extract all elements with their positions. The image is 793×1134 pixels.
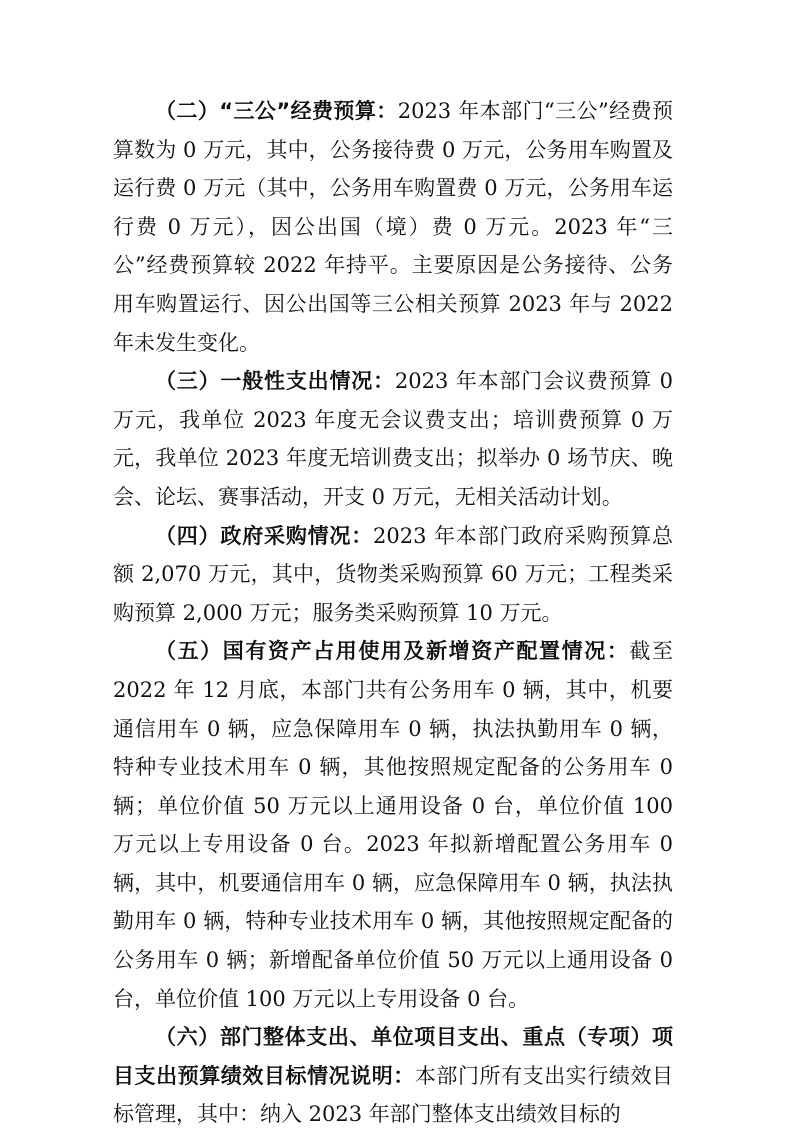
- section-body: 本部门所有支出实行绩效目标管理，其中：纳入 2023 年部门整体支出绩效目标的: [113, 1063, 674, 1127]
- section-body: 2023 年本部门“三公”经费预算数为 0 万元，其中，公务接待费 0 万元，公务用车购置及运行费 0 万元（其中，公务用车购置费 0 万元，公务用车运行费 0 万元），因公出国（境）费 0 万元。2023 年“三公”经费预算较 2022 年持平。主要原因是公务接待、公务用车购置运行、因公出国等三公相关预算 2023 年与 2022 年未发生变化。: [113, 99, 673, 355]
- section-san-gong: [113, 92, 673, 362]
- section-body: 截至 2022 年 12 月底，本部门共有公务用车 0 辆，其中，机要通信用车 0 辆，应急保障用车 0 辆，执法执勤用车 0 辆，特种专业技术用车 0 辆，其他按照规定配备的公务用车 0 辆；单位价值 50 万元以上通用设备 0 台，单位价值 100 万元以上专用设备 0 台。2023 年拟新增配置公务用车 0 辆，其中，机要通信用车 0 辆，应急保障用车 0 辆，执法执勤用车 0 辆，特种专业技术用车 0 辆，其他按照规定配备的公务用车 0 辆；新增配备单位价值 50 万元以上通用设备 0 台，单位价值 100 万元以上专用设备 0 台。: [113, 639, 674, 1011]
- section-state-assets: [113, 632, 673, 1018]
- section-heading: （五）国有资产占用使用及新增资产配置情况：: [155, 639, 630, 664]
- section-heading: （四）政府采购情况：: [155, 523, 374, 548]
- section-body: 2023 年本部门政府采购预算总额 2,070 万元，其中，货物类采购预算 60 万元；工程类采购预算 2,000 万元；服务类采购预算 10 万元。: [113, 523, 674, 625]
- section-government-procurement: [113, 517, 673, 633]
- section-heading: （二）“三公”经费预算：: [155, 99, 398, 123]
- section-performance-targets: [113, 1018, 673, 1134]
- section-body: 2023 年本部门会议费预算 0 万元，我单位 2023 年度无会议费支出；培训费预算 0 万元，我单位 2023 年度无培训费支出；拟举办 0 场节庆、晚会、论坛、赛事活动，开支 0 万元，无相关活动计划。: [113, 369, 673, 509]
- section-heading: （三）一般性支出情况：: [155, 369, 395, 394]
- document-page: [113, 92, 673, 1134]
- section-heading: （六）部门整体支出、单位项目支出、重点（专项）项目支出预算绩效目标情况说明：: [113, 1025, 673, 1088]
- section-general-expenditure: [113, 362, 673, 516]
